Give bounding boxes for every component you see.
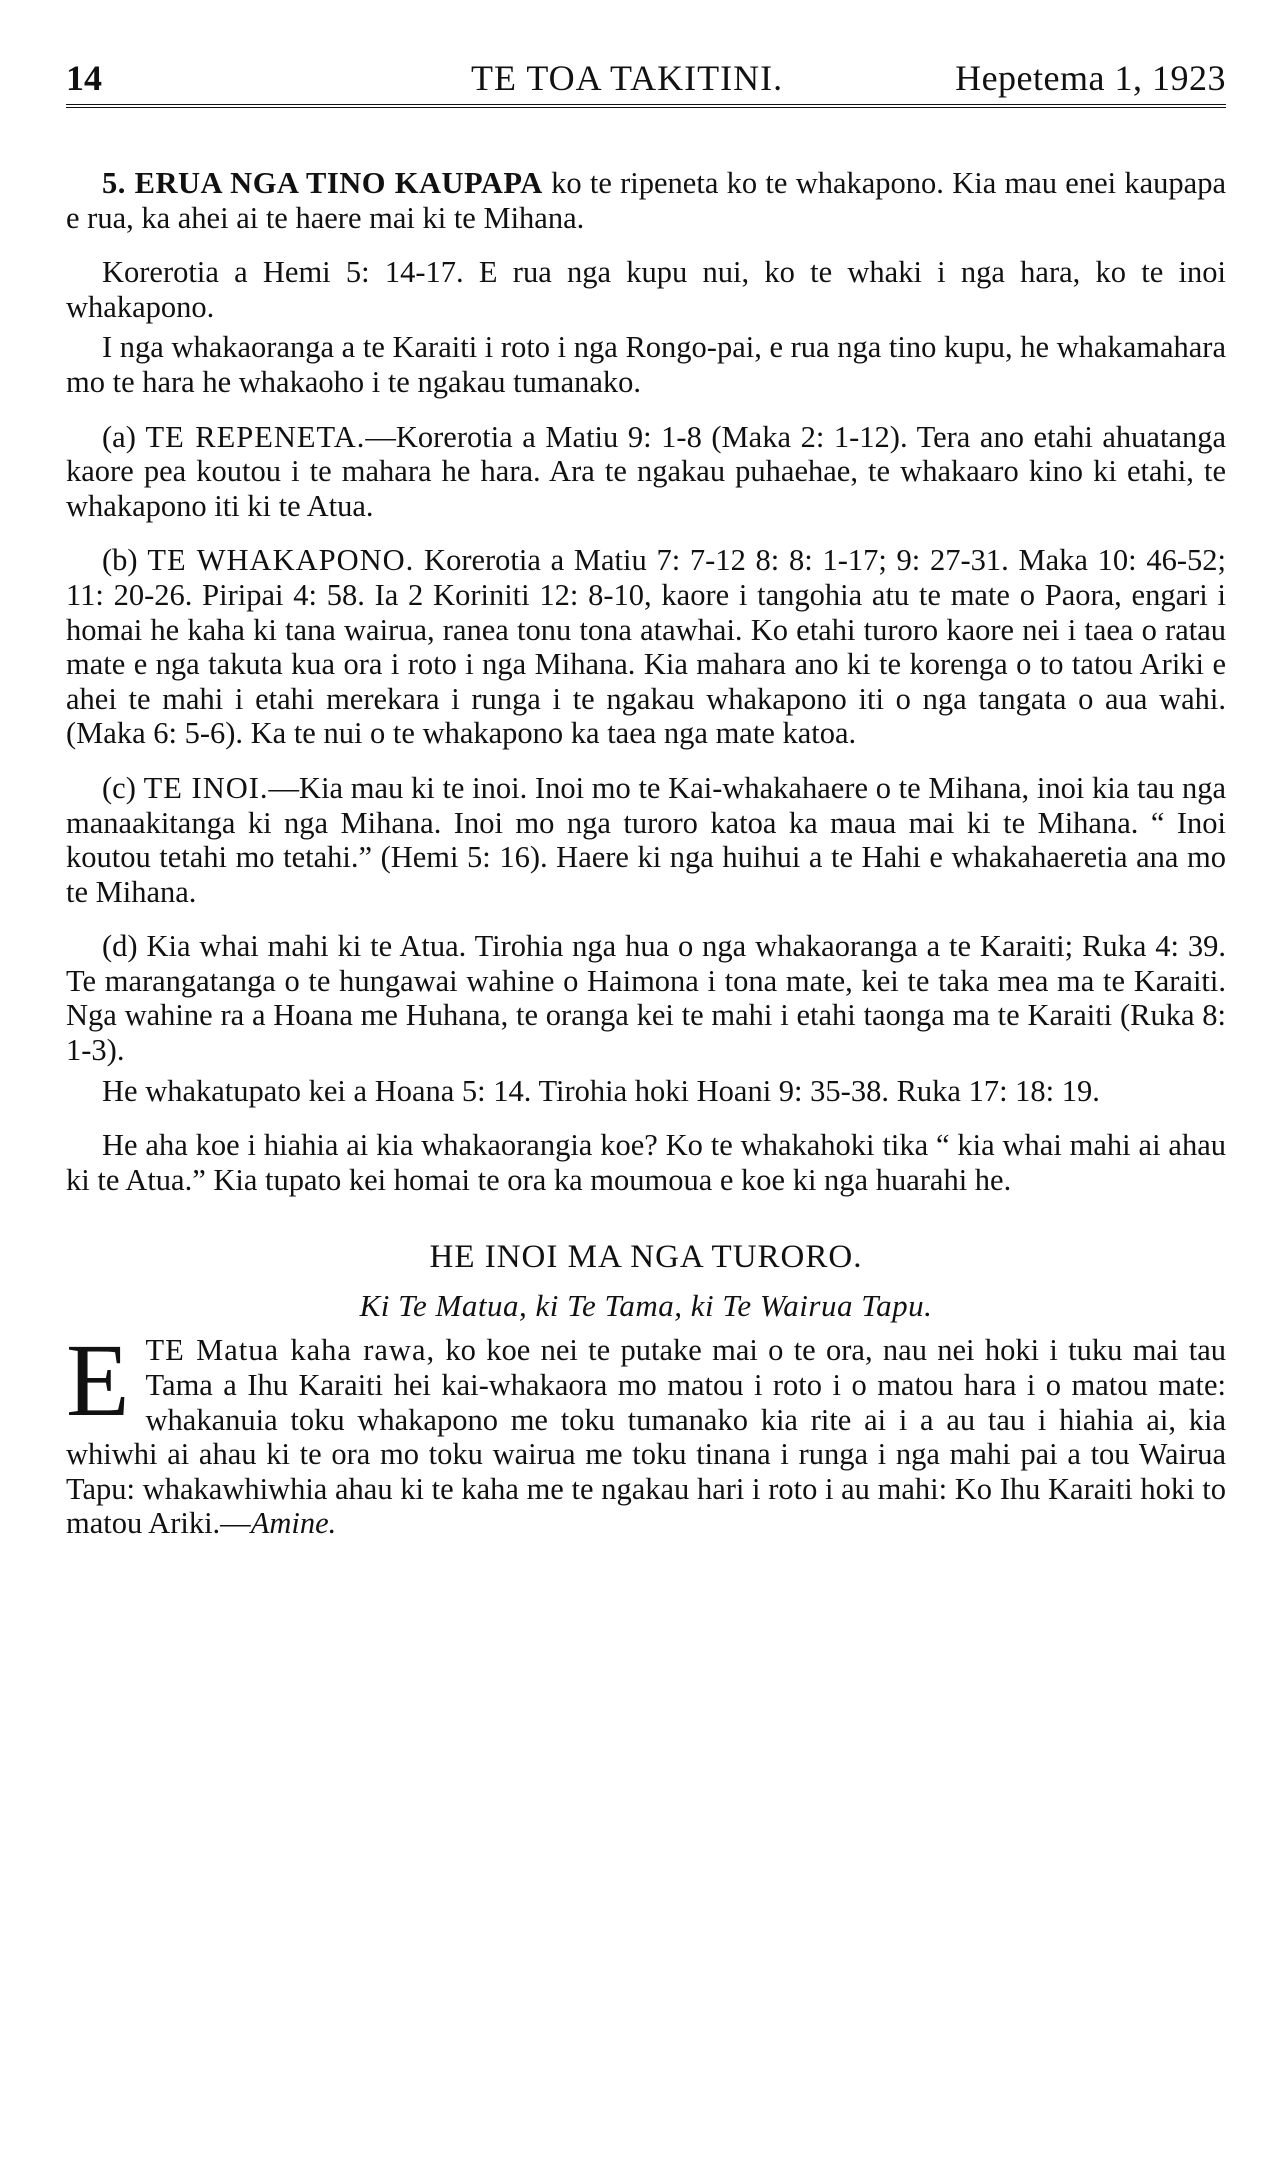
repeneta-heading: TE REPENETA.: [145, 419, 366, 454]
whakaoranga-paragraph: I nga whakaoranga a te Karaiti i roto i nga Rongo-pai, e rua nga tino kupu, he whakamahara mo te hara he whakaoho i te ngakau tumanako.: [66, 330, 1226, 399]
whai-mahi-text: Kia whai mahi ki te Atua. Tirohia nga hua o nga whakaoranga a te Karaiti; Ruka 4: 39. Te marangatanga o te hungawai wahine o Haimona i tona mate, kei te taka mea ma te Karaiti. Nga wahine ra a Hoana me Huhana, te oranga kei te mahi i etahi taonga ma te Karaiti (Ruka 8: 1-3).: [66, 929, 1226, 1068]
whakatupato-paragraph: He whakatupato kei a Hoana 5: 14. Tirohia hoki Hoani 9: 35-38. Ruka 17: 18: 19.: [102, 1073, 1100, 1108]
repeneta-label: (a): [102, 419, 136, 454]
whakapono-paragraph: [66, 543, 1226, 751]
whakapono-text: Korerotia a Matiu 7: 7-12 8: 8: 1-17; 9: 27-31. Maka 10: 46-52; 11: 20-26. Piripai 4: 58. Ia 2 Koriniti 12: 8-10, kaore i tangohia atu te mate o Paora, engari i homai he kaha ki tana wairua, ranea tonu tona atawhai. Ko etahi turoro kaore nei i taea o ratau mate e nga takuta kua ora i roto i nga Mihana. Kia mahara ano ki te korenga o to tatou Ariki e ahei te mahi i etahi merekara i runga i te ngakau whakapono iti o nga tangata o aua wahi. (Maka 6: 5-6). Ka te nui o te whakapono ka taea nga mate katoa.: [66, 543, 1227, 751]
he-aha-paragraph: He aha koe i hiahia ai kia whakaorangia koe? Ko te whakahoki tika “ kia whai mahi ai ahau ki te Atua.” Kia tupato kei homai te ora ka moumoua e koe ki nga huarahi he.: [66, 1128, 1226, 1197]
inoi-text: —Kia mau ki te inoi. Inoi mo te Kai-whakahaere o te Mihana, inoi kia tau nga manaakitanga ki nga Mihana. Inoi mo nga turoro katoa ka maua mai ki te Mihana. “ Inoi koutou tetahi mo tetahi.” (Hemi 5: 16). Haere ki nga huihui a te Hahi e whakahaeretia ana mo te Mihana.: [66, 770, 1226, 909]
journal-title: TE TOA TAKITINI.: [471, 58, 784, 98]
drop-cap: E: [66, 1323, 130, 1439]
korerotia-paragraph: Korerotia a Hemi 5: 14-17. E rua nga kupu nui, ko te whaki i nga hara, ko te inoi whakapono.: [66, 255, 1226, 324]
section-5-paragraph: [66, 166, 1226, 235]
page-number: 14: [66, 58, 102, 98]
whakapono-heading: TE WHAKAPONO.: [147, 543, 415, 578]
section-5-lead: 5. ERUA NGA TINO KAUPAPA: [102, 166, 543, 200]
inoi-heading: TE INOI.: [143, 770, 269, 805]
section-5-text: ko te ripeneta ko te whakapono. Kia mau enei kaupapa e rua, ka ahei ai te haere mai ki te Mihana.: [66, 166, 1226, 235]
whai-mahi-paragraph: [66, 929, 1226, 1067]
whai-mahi-label: (d): [102, 929, 138, 964]
prayer-body: [66, 1323, 1226, 1541]
prayer-title: HE INOI MA NGA TURORO.: [429, 1239, 863, 1276]
prayer-opening: TE Matua kaha rawa,: [145, 1333, 436, 1368]
running-head: [66, 58, 1226, 108]
inoi-label: (c): [102, 770, 136, 805]
article-body: [66, 166, 1226, 1197]
issue-date: Hepetema 1, 1923: [955, 58, 1226, 98]
journal-page: [66, 58, 1226, 1541]
prayer-subtitle: Ki Te Matua, ki Te Tama, ki Te Wairua Tapu.: [359, 1288, 933, 1324]
inoi-paragraph: [66, 771, 1226, 909]
prayer-closing: Amine.: [250, 1506, 337, 1541]
prayer-text: ko koe nei te putake mai o te ora, nau nei hoki i tuku mai tau Tama a Ihu Karaiti hei kai-whakaora mo matou i roto i o matou hara i o matou mate: whakanuia toku whakapono me toku tumanako kia rite ai i a au tau i hiahia ai, kia whiwhi ai ahau ki te ora mo toku wairua me toku tinana i runga i nga mahi pai a tou Wairua Tapu: whakawhiwhia ahau ki te kaha me te ngakau hari i roto i au mahi: Ko Ihu Karaiti hoki to matou Ariki.—: [66, 1333, 1226, 1541]
repeneta-text: —Korerotia a Matiu 9: 1-8 (Maka 2: 1-12). Tera ano etahi ahuatanga kaore pea koutou i te mahara he hara. Ara te ngakau puhaehae, te whakaaro kino ki etahi, te whakapono iti ki te Atua.: [66, 419, 1227, 523]
repeneta-paragraph: [66, 420, 1226, 524]
whakapono-label: (b): [102, 543, 138, 578]
